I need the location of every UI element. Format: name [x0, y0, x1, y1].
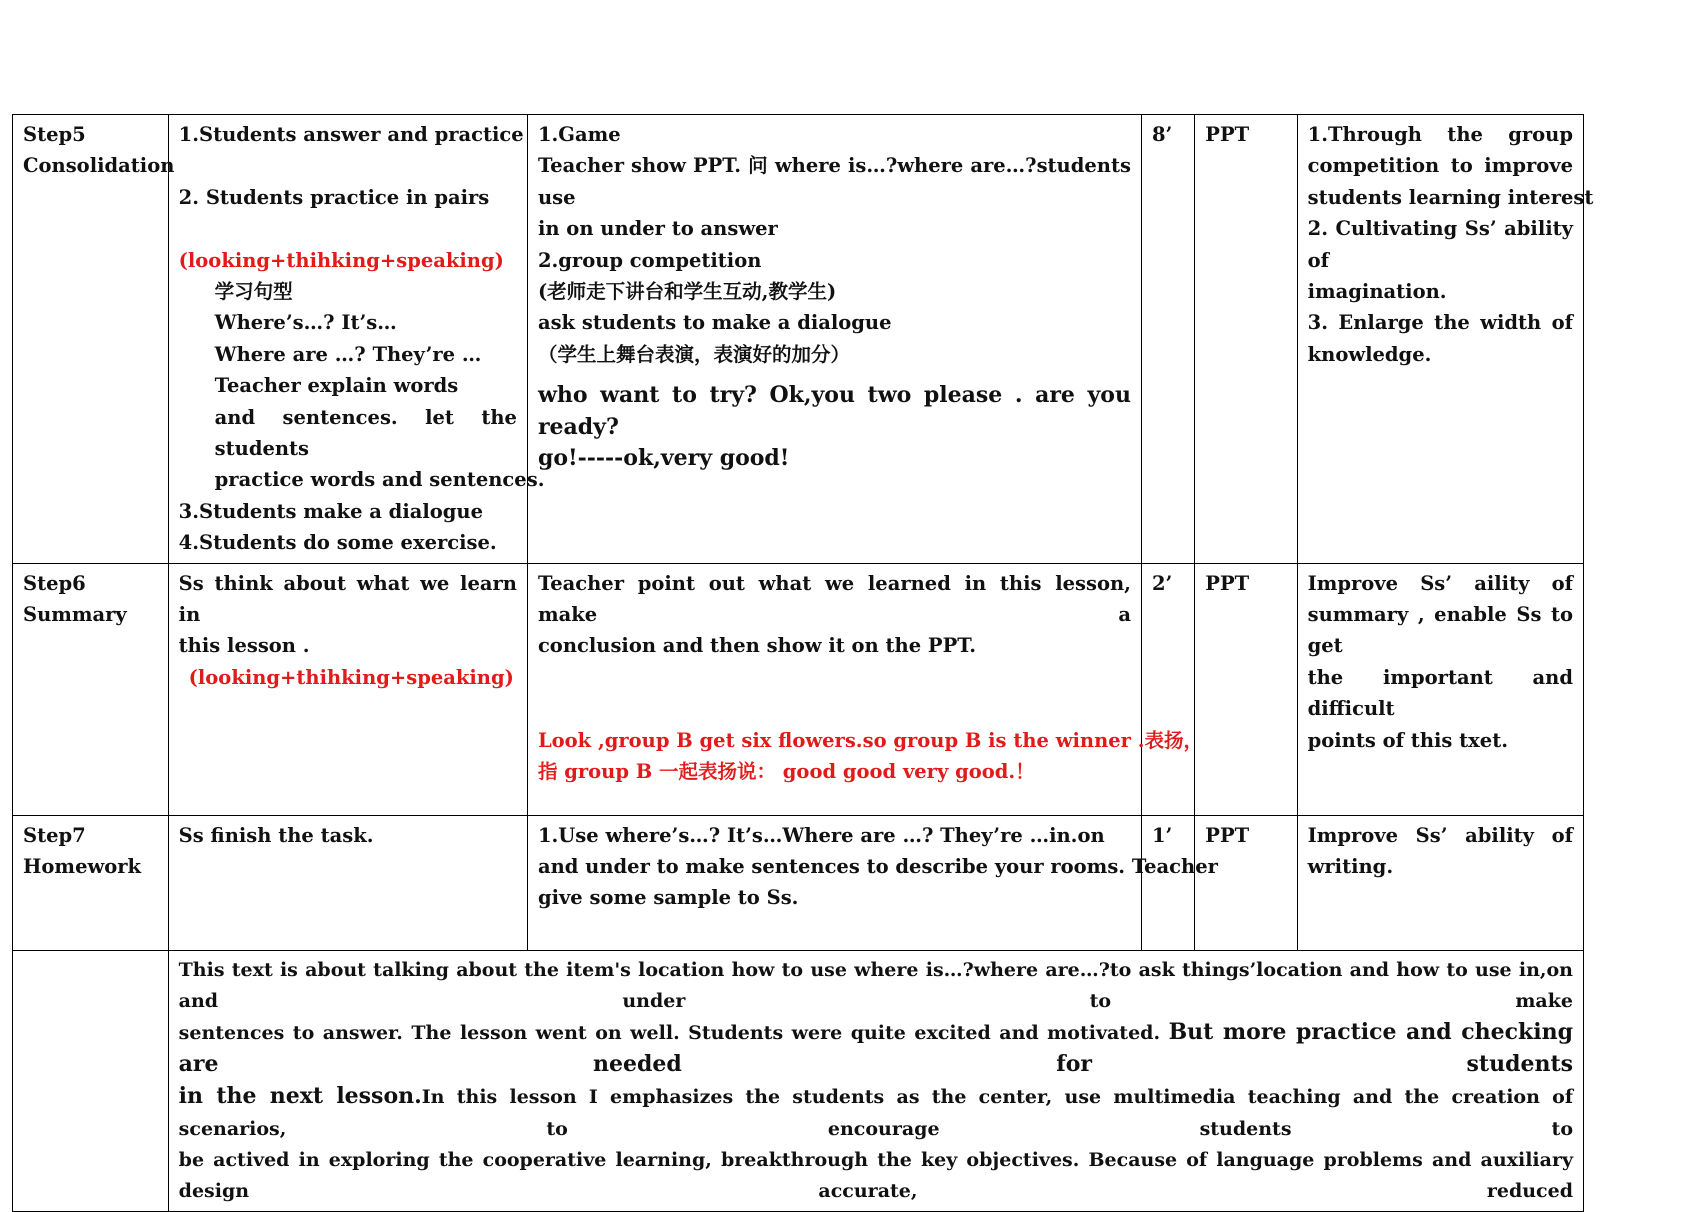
purpose-line: competition to improve [1307, 154, 1573, 178]
reflection-line: This text is about talking about the item's location how to use where is…?where are…?to ask things’location and how to use in,on and under to make [178, 958, 1573, 1012]
purpose-line: 1.Through the group [1307, 123, 1573, 146]
teacher-activity-cell [527, 115, 1141, 564]
table-row [13, 115, 1584, 564]
purpose-line: Improve Ss’ aility of [1307, 571, 1573, 595]
teacher-line: who want to try? Ok,you two please . are you ready? [537, 382, 1131, 440]
reflection-text: sentences to answer. The lesson went on well. Students were quite excited and motivated. [178, 1022, 1169, 1045]
media-cell [1195, 563, 1297, 815]
purpose-line: 2. Cultivating Ss’ ability of [1307, 217, 1573, 272]
time-value: 8’ [1151, 123, 1173, 146]
time-value: 2’ [1151, 571, 1173, 595]
teacher-line: and under to make sentences to describe your rooms. Teacher [537, 855, 1218, 879]
purpose-cell [1297, 115, 1594, 564]
reflection-label-cell [13, 950, 169, 1212]
purpose-line: imagination. [1307, 280, 1447, 304]
reflection-line [179, 1081, 1573, 1144]
step-stage: Homework [23, 855, 142, 879]
activity-line: this lesson . [178, 634, 310, 658]
media-cell [1195, 115, 1297, 564]
student-activity-cell [168, 815, 527, 950]
teacher-line: ask students to make a dialogue [537, 311, 892, 335]
media-value: PPT [1205, 123, 1250, 146]
teacher-line: Teacher point out what we learned in this lesson, make a [537, 571, 1131, 627]
lesson-plan-table [12, 114, 1594, 1212]
activity-line: Ss think about what we learn in [178, 571, 517, 627]
purpose-line: Improve Ss’ ability of [1307, 823, 1573, 847]
teacher-line: in on under to answer [537, 217, 778, 241]
activity-line: and sentences. let the students [214, 405, 517, 461]
student-activity-cell [168, 563, 527, 815]
media-value: PPT [1205, 571, 1250, 595]
time-cell [1141, 815, 1194, 950]
teacher-line: 1.Use where’s…? It’s…Where are …? They’re …in.on [537, 823, 1105, 847]
reflection-cell [168, 950, 1583, 1212]
activity-line: 2. Students practice in pairs [178, 185, 490, 209]
step-number: Step7 [23, 823, 86, 847]
step-cell [13, 115, 175, 564]
teacher-activity-cell [527, 815, 1218, 950]
purpose-cell [1297, 563, 1583, 815]
activity-mode-note: (looking+thihking+speaking) [188, 665, 514, 689]
activity-line: 3.Students make a dialogue [178, 499, 483, 523]
step-stage: Consolidation [23, 154, 175, 178]
teacher-line: 2.group competition [537, 248, 762, 272]
purpose-line: summary , enable Ss to get [1307, 603, 1573, 658]
reflection-emphasis: in the next lesson. [178, 1083, 422, 1110]
table-row [13, 563, 1584, 815]
activity-mode-note: (looking+thihking+speaking) [178, 248, 504, 272]
activity-line: Where’s…? It’s… [214, 311, 397, 335]
teacher-line: 1.Game [537, 123, 621, 146]
activity-line: 4.Students do some exercise. [178, 531, 497, 555]
activity-line: Ss finish the task. [178, 823, 374, 847]
activity-line: 学习句型 [214, 280, 293, 303]
time-cell [1141, 563, 1194, 815]
teacher-highlight-line: 指 group B 一起表扬说： good good very good.！ [537, 760, 1035, 784]
step-cell [13, 563, 169, 815]
teacher-line: Teacher show PPT. 问 where is…?where are…?students use [537, 154, 1131, 209]
purpose-cell [1297, 815, 1583, 950]
purpose-line: 3. Enlarge the width of [1307, 311, 1573, 335]
purpose-line: knowledge. [1307, 342, 1432, 366]
student-activity-cell [168, 115, 545, 564]
reflection-line: be actived in exploring the cooperative learning, breakthrough the key objectives. Because of language problems and auxiliary design accurate, reduced [178, 1148, 1573, 1203]
media-value: PPT [1205, 823, 1250, 847]
step-number: Step5 [23, 123, 86, 146]
purpose-line: students learning interest [1307, 185, 1594, 209]
activity-line: practice words and sentences. [214, 468, 545, 492]
teacher-line: give some sample to Ss. [537, 886, 799, 910]
teacher-activity-cell [527, 563, 1204, 815]
reflection-line [179, 1017, 1573, 1081]
step-cell [13, 815, 169, 950]
media-cell [1195, 815, 1297, 950]
activity-line: Where are …? They’re … [214, 342, 482, 366]
teacher-line: conclusion and then show it on the PPT. [537, 634, 977, 658]
teacher-highlight-line: Look ,group B get six flowers.so group B is the winner .表扬， [537, 728, 1204, 752]
time-value: 1’ [1151, 823, 1173, 847]
teacher-line: go!-----ok,very good! [537, 445, 790, 472]
activity-line: 1.Students answer and practice [178, 123, 524, 146]
reflection-text: In this lesson I emphasizes the students as the center, use multimedia teaching and the creation of scenarios, to encourage students to [178, 1086, 1573, 1140]
purpose-line: the important and difficult [1307, 665, 1573, 721]
teacher-line: (老师走下讲台和学生互动,教学生) [537, 280, 837, 304]
reflection-emphasis: But more practice and checking are needed for students [178, 1019, 1573, 1078]
time-cell [1141, 115, 1194, 564]
table-row [13, 950, 1584, 1212]
step-stage: Summary [23, 603, 127, 627]
table-row [13, 815, 1584, 950]
activity-line: Teacher explain words [214, 374, 459, 398]
purpose-line: points of this txet. [1307, 728, 1509, 752]
step-number: Step6 [23, 571, 86, 595]
teacher-line: （学生上舞台表演，表演好的加分） [537, 342, 850, 366]
purpose-line: writing. [1307, 855, 1394, 879]
